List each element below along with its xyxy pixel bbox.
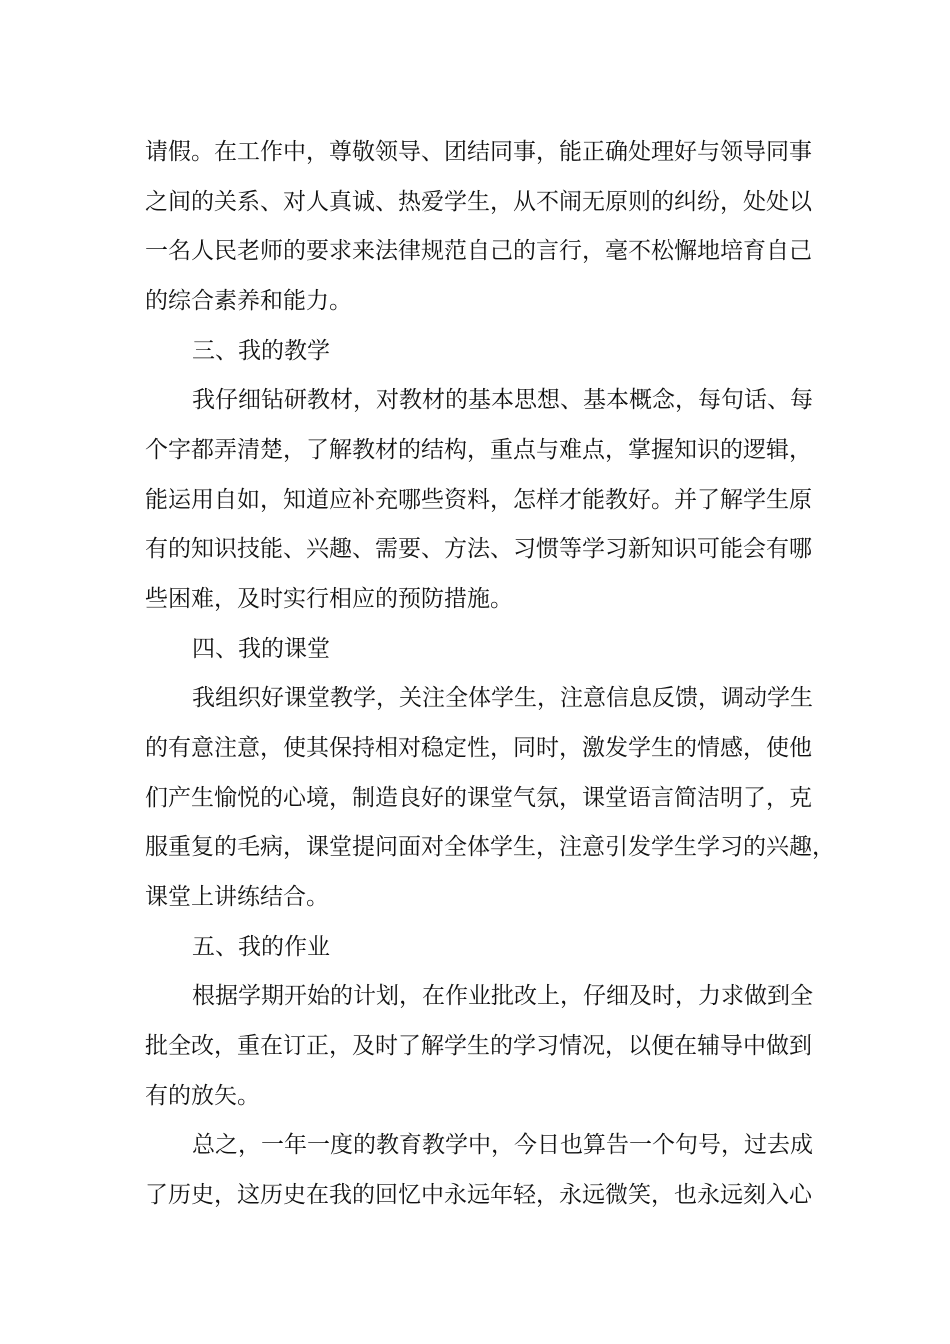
text-line: 的综合素养和能力。	[145, 288, 352, 314]
text-line: 批全改，重在订正，及时了解学生的学习情况，以便在辅导中做到	[145, 1033, 812, 1059]
text-line: 们产生愉悦的心境，制造良好的课堂气氛，课堂语言简洁明了，克	[145, 785, 812, 811]
text-line: 些困难，及时实行相应的预防措施。	[145, 586, 513, 612]
section-heading: 三、我的教学	[192, 338, 330, 364]
text-line: 一名人民老师的要求来法律规范自己的言行，毫不松懈地培育自己	[145, 238, 812, 264]
text-line: 的有意注意，使其保持相对稳定性，同时，激发学生的情感，使他	[145, 735, 812, 761]
text-line: 我仔细钻研教材，对教材的基本思想、基本概念，每句话、每	[192, 387, 813, 413]
text-line: 能运用自如，知道应补充哪些资料，怎样才能教好。并了解学生原	[145, 487, 812, 513]
text-line: 了历史，这历史在我的回忆中永远年轻，永远微笑，也永远刻入心	[145, 1182, 812, 1208]
section-heading: 四、我的课堂	[192, 636, 330, 662]
text-line: 有的知识技能、兴趣、需要、方法、习惯等学习新知识可能会有哪	[145, 536, 812, 562]
text-line: 请假。在工作中，尊敬领导、团结同事，能正确处理好与领导同事	[145, 139, 812, 165]
text-line: 根据学期开始的计划，在作业批改上，仔细及时，力求做到全	[192, 983, 813, 1009]
text-line: 课堂上讲练结合。	[145, 884, 329, 910]
text-line: 服重复的毛病，课堂提问面对全体学生，注意引发学生学习的兴趣，	[145, 834, 835, 860]
text-line: 个字都弄清楚，了解教材的结构，重点与难点，掌握知识的逻辑，	[145, 437, 812, 463]
text-line: 之间的关系、对人真诚、热爱学生，从不闹无原则的纠纷，处处以	[145, 189, 812, 215]
section-heading: 五、我的作业	[192, 934, 330, 960]
text-line: 我组织好课堂教学，关注全体学生，注意信息反馈，调动学生	[192, 685, 813, 711]
text-line: 总之，一年一度的教育教学中，今日也算告一个句号，过去成	[192, 1132, 813, 1158]
text-line: 有的放矢。	[145, 1083, 260, 1109]
